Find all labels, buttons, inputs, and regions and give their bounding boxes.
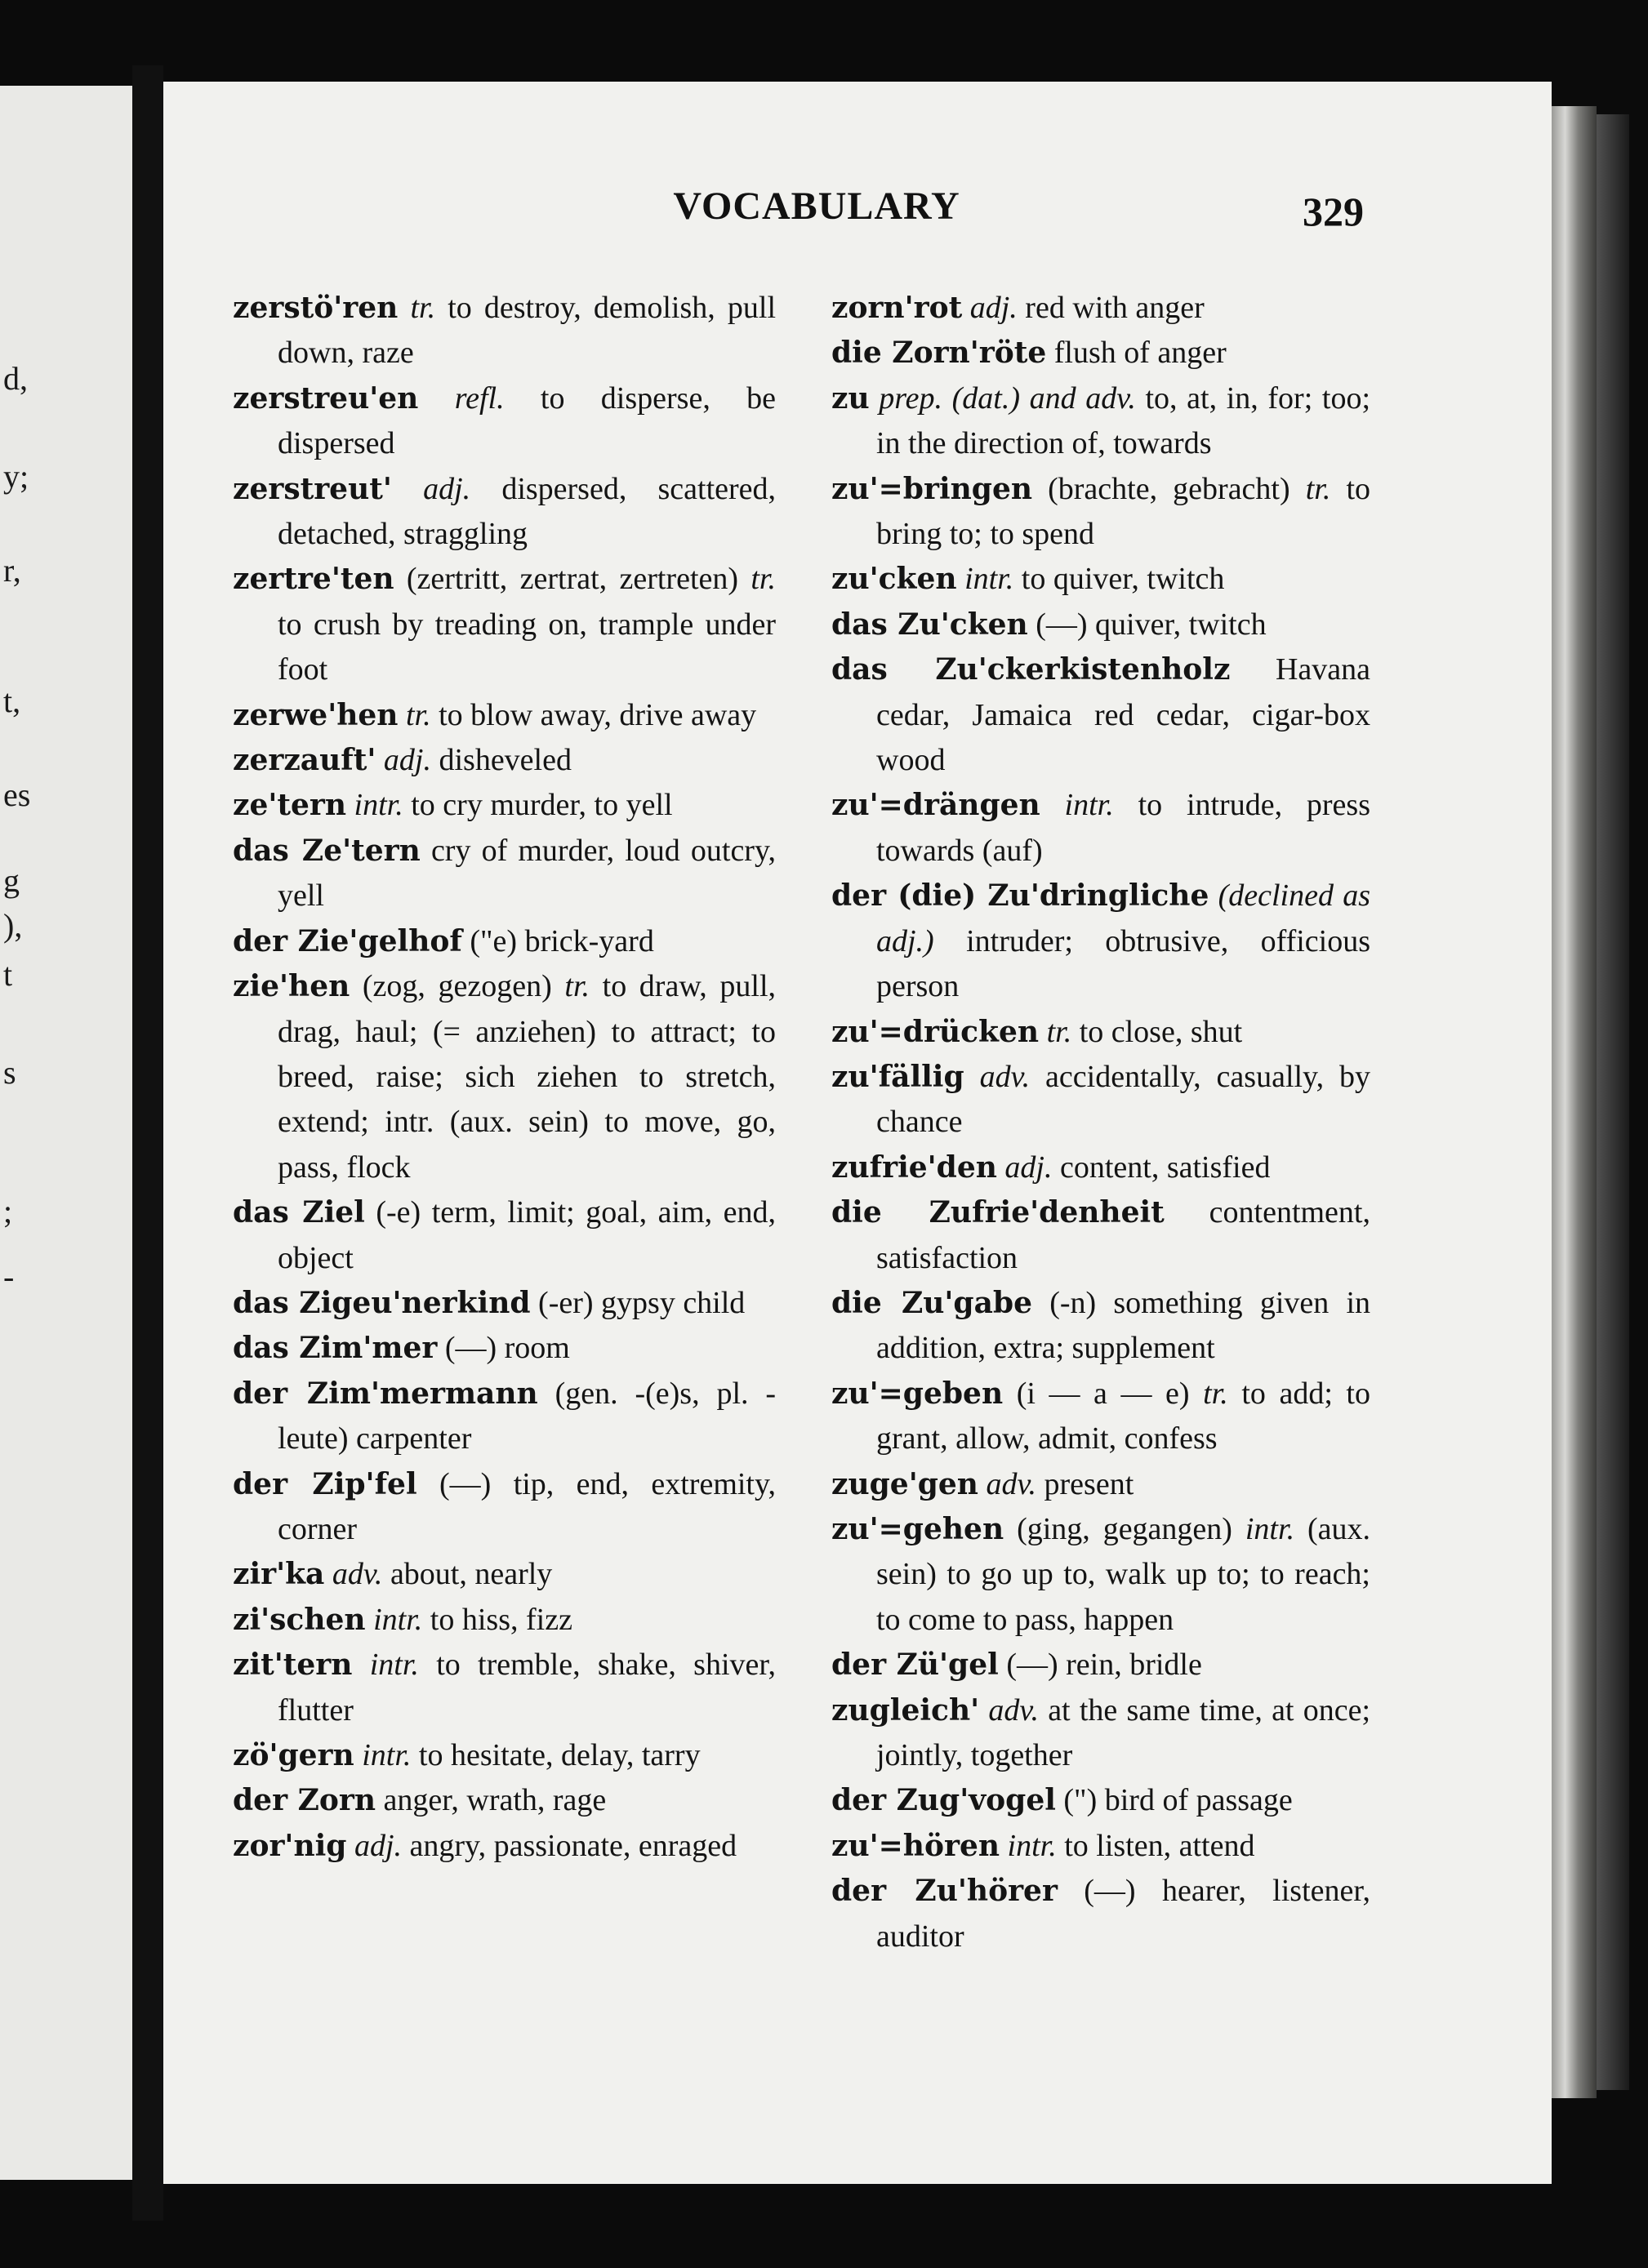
dictionary-entry (233, 1281, 776, 1326)
dictionary-entry (831, 376, 1370, 467)
headword: das Zu'cken (831, 607, 1028, 642)
definition: room (504, 1331, 570, 1366)
headword: zu'fällig (831, 1059, 964, 1094)
grammar-label: intr. (354, 788, 403, 823)
entry-forms: (-n) (1049, 1285, 1097, 1320)
definition: to intrude, press towards (auf) (876, 788, 1371, 868)
dictionary-entry (233, 829, 776, 919)
headword: zi'schen (233, 1602, 366, 1637)
grammar-label: adj. (969, 291, 1018, 325)
entry-forms: (-er) (538, 1285, 594, 1320)
headword: zie'hen (233, 969, 350, 1004)
definition: something given in addition, extra; supplement (876, 1285, 1371, 1366)
headword: zu'cken (831, 562, 957, 597)
entry-forms: (ging, gegangen) (1017, 1511, 1232, 1546)
definition: to bring to; to spend (876, 471, 1370, 552)
definition: carpenter (356, 1421, 472, 1456)
facing-page-fragment: r, (3, 552, 21, 589)
dictionary-entry (233, 1190, 776, 1281)
headword: zu'=bringen (831, 471, 1033, 506)
grammar-label: intr. (1007, 1828, 1057, 1863)
entry-forms: (-e) (376, 1195, 421, 1230)
headword: zertre'ten (233, 562, 394, 597)
definition: anger, wrath, rage (383, 1783, 607, 1818)
definition: (aux. sein) to go up to, walk up to; to reach; to come to pass, happen (876, 1511, 1371, 1637)
dictionary-entry (233, 1326, 776, 1371)
definition: quiver, twitch (1095, 607, 1267, 642)
grammar-label: tr. (410, 291, 436, 325)
grammar-label: (declined as adj.) (876, 878, 1370, 958)
definition: about, nearly (390, 1557, 553, 1592)
headword: zerwe'hen (233, 697, 399, 732)
dictionary-entry (233, 693, 776, 738)
grammar-label: adv. (986, 1466, 1037, 1501)
definition: disheveled (439, 743, 572, 778)
dictionary-entry (831, 1055, 1370, 1145)
grammar-label: tr. (1305, 471, 1331, 506)
headword: der Zie'gelhof (233, 923, 462, 958)
dictionary-entry (233, 1462, 776, 1553)
headword: das Zigeu'nerkind (233, 1285, 531, 1320)
headword: die Zufrie'denheit (831, 1195, 1165, 1230)
grammar-label: intr. (1064, 788, 1114, 823)
grammar-label: adv. (988, 1692, 1039, 1728)
page-title: VOCABULARY (673, 185, 960, 228)
headword: der (die) Zu'dringliche (831, 878, 1209, 914)
definition: to hesitate, delay, tarry (418, 1738, 701, 1772)
headword: zö'gern (233, 1738, 354, 1772)
definition: contentment, satisfaction (876, 1195, 1370, 1275)
grammar-label: intr. (369, 1648, 419, 1683)
headword: zuge'gen (831, 1466, 978, 1501)
grammar-label: intr. (362, 1738, 412, 1772)
dictionary-entry (233, 964, 776, 1190)
dictionary-entry (831, 603, 1370, 647)
entry-forms: (—) (1036, 607, 1088, 642)
grammar-label: adj. (423, 471, 471, 506)
definition: to crush by treading on, trample under foot (278, 607, 776, 687)
headword: zugleich' (831, 1692, 980, 1728)
definition: tip, end, extremity, corner (278, 1466, 777, 1546)
dictionary-entry (831, 874, 1370, 1009)
facing-page-fragment: - (3, 1258, 15, 1295)
grammar-label: intr. (964, 562, 1014, 597)
entry-forms: (zertritt, zertrat, zertreten) (406, 562, 739, 597)
grammar-label: refl. (454, 380, 505, 416)
facing-page-fragment: s (3, 1054, 16, 1091)
page-edge (1552, 106, 1597, 2098)
definition: to tremble, shake, shiver, flutter (278, 1648, 777, 1728)
definition: at the same time, at once; jointly, together (876, 1692, 1371, 1772)
entry-forms: (—) (1084, 1874, 1136, 1909)
left-column (233, 286, 776, 1869)
definition: content, satisfied (1059, 1150, 1271, 1185)
definition: flush of anger (1053, 336, 1227, 371)
dictionary-entry (831, 467, 1370, 558)
headword: der Zorn (233, 1783, 376, 1818)
entry-forms: (—) (444, 1331, 497, 1366)
dictionary-entry (831, 1688, 1370, 1779)
dictionary-entry (831, 286, 1370, 331)
dictionary-entry (233, 1598, 776, 1643)
facing-page-edge (0, 86, 132, 2180)
page-number: 329 (1303, 189, 1364, 234)
dictionary-entry (831, 331, 1370, 376)
headword: der Zü'gel (831, 1648, 999, 1683)
headword: zu'=drücken (831, 1014, 1040, 1049)
grammar-label: adv. (332, 1557, 383, 1592)
facing-page-fragment: g (3, 862, 20, 899)
definition: present (1044, 1466, 1134, 1501)
dictionary-entry (233, 1824, 776, 1869)
entry-forms: (—) (1006, 1648, 1058, 1683)
definition: to draw, pull, drag, haul; (= anziehen) to attract; to breed, raise; sich ziehen to stretch, extend; intr. (aux. sein) to move, go, pass, flock (278, 969, 777, 1185)
dictionary-entry (831, 1010, 1370, 1055)
entry-forms: (gen. -(e)s, pl. -leute) (278, 1376, 777, 1456)
right-column (831, 286, 1370, 1959)
dictionary-entry (233, 467, 776, 558)
headword: zerstö'ren (233, 291, 399, 325)
headword: zu'=drängen (831, 788, 1040, 823)
dictionary-entry (233, 1733, 776, 1778)
headword: die Zu'gabe (831, 1285, 1033, 1320)
dictionary-entry (831, 1190, 1370, 1281)
grammar-label: tr. (1046, 1014, 1072, 1049)
entry-forms: (i — a — e) (1016, 1376, 1190, 1411)
definition: red with anger (1025, 291, 1205, 325)
definition: rein, bridle (1066, 1648, 1202, 1683)
dictionary-entry (831, 1462, 1370, 1507)
definition: to disperse, be dispersed (278, 380, 777, 461)
facing-page-fragment: es (3, 776, 31, 813)
headword: zir'ka (233, 1557, 325, 1592)
definition: dispersed, scattered, detached, straggling (278, 471, 777, 552)
facing-page-fragment: t, (3, 683, 21, 719)
grammar-label: adj. (1004, 1150, 1053, 1185)
definition: angry, passionate, enraged (409, 1828, 737, 1863)
headword: der Zip'fel (233, 1466, 417, 1501)
headword: zor'nig (233, 1828, 347, 1863)
dictionary-entry (831, 1778, 1370, 1823)
definition: to close, shut (1079, 1014, 1243, 1049)
definition: to blow away, drive away (439, 697, 757, 732)
grammar-label: intr. (1245, 1511, 1295, 1546)
headword: das Zu'ckerkistenholz (831, 652, 1231, 687)
definition: cry of murder, loud outcry, yell (278, 833, 776, 914)
page-edge-shadow (1597, 114, 1629, 2090)
book-gutter (132, 65, 163, 2221)
headword: zerstreu'en (233, 380, 419, 416)
definition: to listen, attend (1064, 1828, 1255, 1863)
facing-page-fragment: d, (3, 360, 28, 397)
headword: zu'=geben (831, 1376, 1004, 1411)
grammar-label: tr. (751, 562, 776, 597)
definition: Havana cedar, Jamaica red cedar, cigar-box wood (876, 652, 1371, 778)
facing-page-fragment: y; (3, 458, 29, 495)
definition: to, at, in, for; too; in the direction of, towards (876, 380, 1371, 461)
definition: to cry murder, to yell (411, 788, 673, 823)
dictionary-entry (233, 376, 776, 467)
definition: accidentally, casually, by chance (876, 1059, 1371, 1140)
headword: das Ze'tern (233, 833, 421, 868)
entry-forms: (brachte, gebracht) (1048, 471, 1290, 506)
headword: zu (831, 380, 870, 416)
entry-forms: ("e) (470, 923, 518, 958)
facing-page-fragment: ; (3, 1193, 13, 1230)
definition: hearer, listener, auditor (876, 1874, 1371, 1954)
definition: to hiss, fizz (430, 1602, 572, 1637)
headword: zufrie'den (831, 1150, 997, 1185)
definition: to destroy, demolish, pull down, raze (278, 291, 777, 371)
dictionary-entry (831, 1507, 1370, 1643)
dictionary-entry (233, 557, 776, 692)
definition: intruder; obtrusive, officious person (876, 923, 1370, 1004)
headword: die Zorn'röte (831, 336, 1047, 371)
dictionary-entry (233, 919, 776, 964)
headword: der Zim'mermann (233, 1376, 538, 1411)
entry-forms: (") (1063, 1783, 1098, 1818)
headword: zorn'rot (831, 291, 963, 325)
definition: term, limit; goal, aim, end, object (278, 1195, 776, 1275)
headword: das Ziel (233, 1195, 365, 1230)
dictionary-entry (233, 783, 776, 828)
definition: bird of passage (1104, 1783, 1293, 1818)
headword: zerstreut' (233, 471, 392, 506)
definition: to quiver, twitch (1021, 562, 1225, 597)
dictionary-entry (233, 1552, 776, 1597)
dictionary-entry (831, 1145, 1370, 1190)
dictionary-entry (233, 1778, 776, 1823)
headword: zerzauft' (233, 743, 376, 778)
grammar-label: adj. (354, 1828, 403, 1863)
dictionary-entry (831, 1372, 1370, 1462)
dictionary-entry (233, 1372, 776, 1462)
dictionary-entry (233, 738, 776, 783)
grammar-label: tr. (564, 969, 590, 1004)
dictionary-entry (831, 557, 1370, 602)
headword: das Zim'mer (233, 1331, 438, 1366)
entry-forms: (zog, gezogen) (362, 969, 552, 1004)
headword: der Zu'hörer (831, 1874, 1058, 1909)
definition: to add; to grant, allow, admit, confess (876, 1376, 1370, 1456)
dictionary-entry (831, 1869, 1370, 1959)
headword: zit'tern (233, 1648, 353, 1683)
facing-page-fragment: t (3, 956, 13, 993)
grammar-label: tr. (405, 697, 431, 732)
dictionary-entry (233, 1643, 776, 1733)
facing-page-fragment: ), (3, 907, 23, 944)
dictionary-entry (831, 1643, 1370, 1688)
grammar-label: tr. (1203, 1376, 1228, 1411)
definition: gypsy child (601, 1285, 746, 1320)
dictionary-entry (831, 783, 1370, 874)
definition: brick-yard (524, 923, 654, 958)
grammar-label: adv. (979, 1059, 1031, 1094)
grammar-label: intr. (373, 1602, 423, 1637)
dictionary-entry (831, 647, 1370, 783)
entry-forms: (—) (439, 1466, 492, 1501)
dictionary-entry (831, 1824, 1370, 1869)
dictionary-entry (233, 286, 776, 376)
headword: zu'=hören (831, 1828, 1000, 1863)
grammar-label: adj. (383, 743, 431, 778)
headword: der Zug'vogel (831, 1783, 1056, 1818)
headword: zu'=gehen (831, 1511, 1004, 1546)
headword: ze'tern (233, 788, 347, 823)
dictionary-entry (831, 1281, 1370, 1372)
grammar-label: prep. (dat.) and adv. (879, 380, 1136, 416)
